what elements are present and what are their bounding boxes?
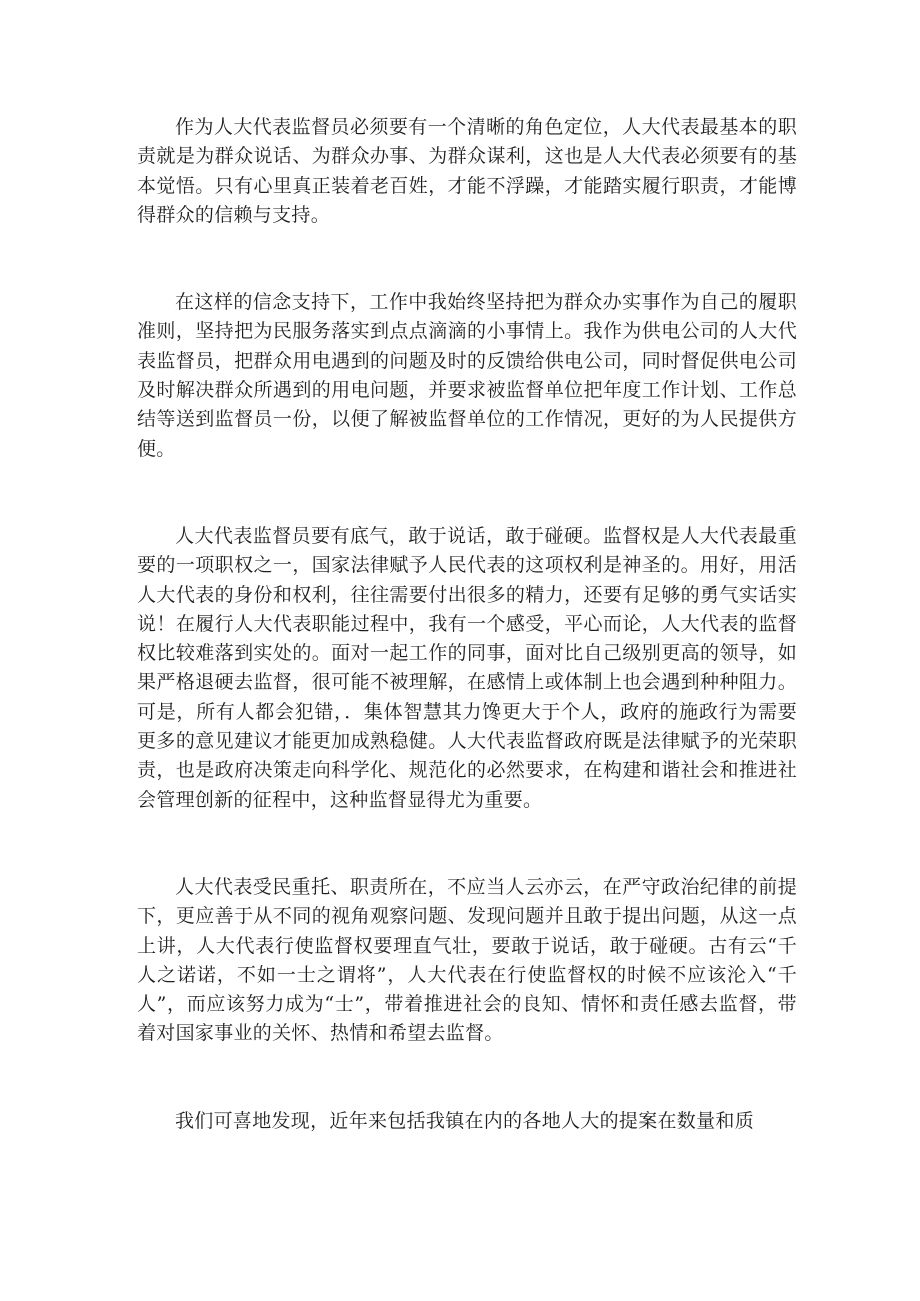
paragraph-4: 人大代表受民重托、职责所在，不应当人云亦云，在严守政治纪律的前提下，更应善于从不同的视角观察问题、发现问题并且敢于提出问题，从这一点上讲，人大代表行使监督权要理直气壮，要敢于说话，敢于碰硬。古有云“千人之诺诺，不如一士之谓将”，人大代表在行使监督权的时候不应该沦入“千人”，而应该努力成为“士”，带着推进社会的良知、情怀和责任感去监督，带着对国家事业的关怀、热情和希望去监督。 <box>137 875 797 1045</box>
document-body <box>137 113 797 1136</box>
paragraph-5: 我们可喜地发现，近年来包括我镇在内的各地人大的提案在数量和质 <box>175 1109 755 1132</box>
paragraph-3: 人大代表监督员要有底气，敢于说话，敢于碰硬。监督权是人大代表最重要的一项职权之一，国家法律赋予人民代表的这项权利是神圣的。用好，用活人大代表的身份和权利，往往需要付出很多的精力，还要有足够的勇气实话实说！在履行人大代表职能过程中，我有一个感受，平心而论，人大代表的监督权比较难落到实处的。面对一起工作的同事，面对比自己级别更高的领导，如果严格退硬去监督，很可能不被理解，在感情上或体制上也会遇到种种阻力。可是，所有人都会犯错，．集体智慧其力馋更大于个人，政府的施政行为需要更多的意见建议才能更加成熟稳健。人大代表监督政府既是法律赋予的光荣职责，也是政府决策走向科学化、规范化的必然要求，在构建和谐社会和推进社会管理创新的征程中，这种监督显得尤为重要。 <box>137 524 797 811</box>
paragraph-2: 在这样的信念支持下，工作中我始终坚持把为群众办实事作为自己的履职准则，坚持把为民服务落实到点点滴滴的小事情上。我作为供电公司的人大代表监督员，把群众用电遇到的问题及时的反馈给供电公司，同时督促供电公司及时解决群众所遇到的用电问题，并要求被监督单位把年度工作计划、工作总结等送到监督员一份，以便了解被监督单位的工作情况，更好的为人民提供方便。 <box>137 291 797 460</box>
paragraph-1: 作为人大代表监督员必须要有一个清晰的角色定位，人大代表最基本的职责就是为群众说话、为群众办事、为群众谋利，这也是人大代表必须要有的基本觉悟。只有心里真正装着老百姓，才能不浮躁，才能踏实履行职责，才能博得群众的信赖与支持。 <box>137 116 797 226</box>
